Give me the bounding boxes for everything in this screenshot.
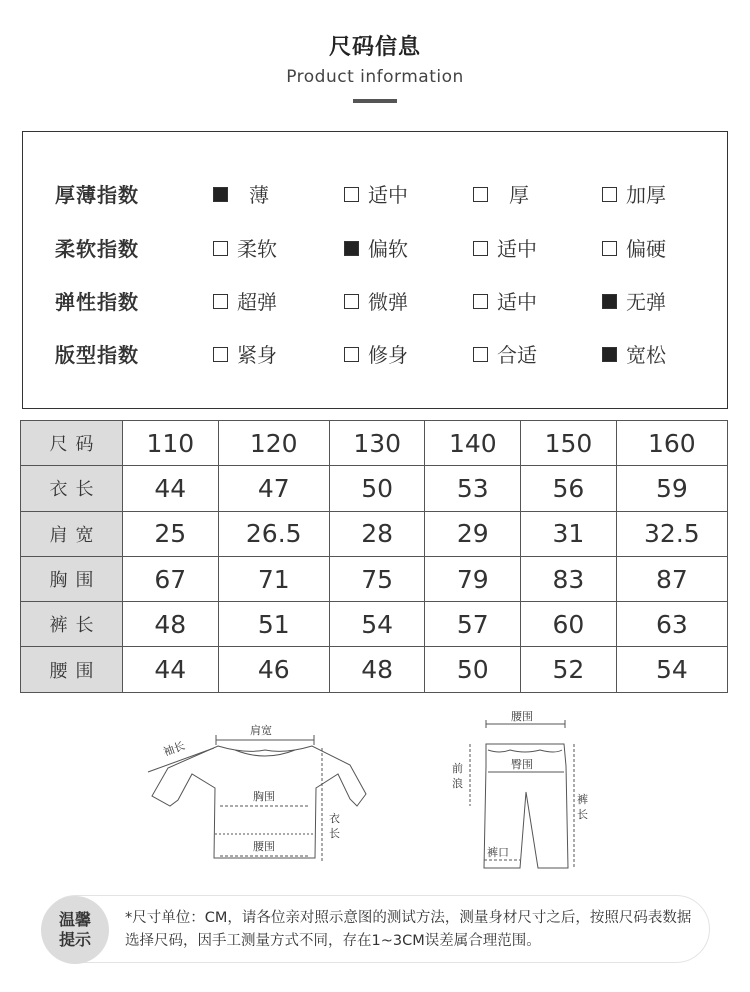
table-cell: 29 <box>425 511 521 556</box>
checkbox-icon <box>602 241 617 256</box>
table-row <box>21 466 728 511</box>
table-cell: 160 <box>616 421 727 466</box>
table-cell: 63 <box>616 602 727 647</box>
table-cell: 54 <box>329 602 425 647</box>
index-row-softness <box>23 234 727 264</box>
table-row <box>21 511 728 556</box>
section-subtitle: Product information <box>286 67 464 87</box>
table-cell: 110 <box>123 421 219 466</box>
table-cell: 71 <box>218 556 329 601</box>
table-cell: 59 <box>616 466 727 511</box>
tips-badge <box>41 896 109 964</box>
diagram-label: 臀围 <box>511 758 533 771</box>
index-option: 偏硬 <box>602 234 666 264</box>
index-option: 加厚 <box>602 180 666 210</box>
index-option: 修身 <box>344 340 408 370</box>
diagram-label: 腰围 <box>253 840 275 853</box>
index-label: 柔软指数 <box>55 237 139 261</box>
table-cell: 60 <box>521 602 617 647</box>
diagram-label: 浪 <box>452 777 463 790</box>
checked-box-icon <box>344 241 359 256</box>
diagram-label: 衣 <box>329 812 340 825</box>
table-cell: 54 <box>616 647 727 692</box>
row-header: 肩宽 <box>21 511 123 556</box>
table-row <box>21 647 728 692</box>
table-cell: 44 <box>123 647 219 692</box>
diagram-label: 袖长 <box>161 739 187 759</box>
header-divider <box>353 99 397 103</box>
tips-badge-line: 提示 <box>58 930 91 949</box>
table-cell: 53 <box>425 466 521 511</box>
table-cell: 140 <box>425 421 521 466</box>
checkbox-icon <box>473 294 488 309</box>
index-option: 适中 <box>473 287 537 317</box>
checkbox-icon <box>473 347 488 362</box>
checkbox-icon <box>344 187 359 202</box>
checkbox-icon <box>213 347 228 362</box>
index-row-thickness <box>23 180 727 210</box>
table-cell: 52 <box>521 647 617 692</box>
checked-box-icon <box>602 294 617 309</box>
index-option: 紧身 <box>213 340 277 370</box>
table-cell: 130 <box>329 421 425 466</box>
table-cell: 26.5 <box>218 511 329 556</box>
diagram-label: 前 <box>452 762 463 775</box>
checked-box-icon <box>602 347 617 362</box>
index-row-fit <box>23 340 727 370</box>
row-header: 胸围 <box>21 556 123 601</box>
index-option: 超弹 <box>213 287 277 317</box>
table-cell: 25 <box>123 511 219 556</box>
checkbox-icon <box>213 241 228 256</box>
diagram-label: 裤 <box>577 793 588 806</box>
row-header: 裤长 <box>21 602 123 647</box>
diagram-label: 肩宽 <box>250 724 272 737</box>
index-row-elasticity <box>23 287 727 317</box>
table-cell: 31 <box>521 511 617 556</box>
table-cell: 50 <box>425 647 521 692</box>
table-cell: 87 <box>616 556 727 601</box>
index-label: 弹性指数 <box>55 290 139 314</box>
table-cell: 47 <box>218 466 329 511</box>
diagram-label: 腰围 <box>511 710 533 723</box>
index-option: 柔软 <box>213 234 277 264</box>
row-header: 衣长 <box>21 466 123 511</box>
checked-box-icon <box>213 187 228 202</box>
index-option: 厚 <box>473 180 529 210</box>
table-cell: 75 <box>329 556 425 601</box>
index-option: 薄 <box>213 180 269 210</box>
tips-badge-line: 温馨 <box>58 910 91 929</box>
table-cell: 56 <box>521 466 617 511</box>
section-title: 尺码信息 <box>328 35 421 60</box>
checkbox-icon <box>344 294 359 309</box>
tips-box <box>42 895 710 963</box>
index-option: 宽松 <box>602 340 666 370</box>
pants-waistband <box>488 750 562 752</box>
table-cell: 32.5 <box>616 511 727 556</box>
section-header <box>0 30 750 103</box>
checkbox-icon <box>344 347 359 362</box>
checkbox-icon <box>473 187 488 202</box>
fabric-index-panel <box>22 131 728 409</box>
table-row <box>21 421 728 466</box>
index-option: 微弹 <box>344 287 408 317</box>
measurement-diagram <box>0 710 750 890</box>
table-cell: 51 <box>218 602 329 647</box>
table-cell: 79 <box>425 556 521 601</box>
table-cell: 44 <box>123 466 219 511</box>
index-option: 偏软 <box>344 234 408 264</box>
table-cell: 57 <box>425 602 521 647</box>
size-table <box>20 420 728 693</box>
index-option: 适中 <box>344 180 408 210</box>
table-row <box>21 556 728 601</box>
table-row <box>21 602 728 647</box>
table-cell: 67 <box>123 556 219 601</box>
diagram-label: 裤口 <box>487 846 509 859</box>
index-label: 厚薄指数 <box>55 183 139 207</box>
checkbox-icon <box>213 294 228 309</box>
diagram-label: 长 <box>329 827 340 840</box>
index-option: 合适 <box>473 340 537 370</box>
table-cell: 48 <box>329 647 425 692</box>
checkbox-icon <box>473 241 488 256</box>
checkbox-icon <box>602 187 617 202</box>
row-header: 腰围 <box>21 647 123 692</box>
index-option: 无弹 <box>602 287 666 317</box>
tips-text: *尺寸单位：CM，请各位亲对照示意图的测试方法，测量身材尺寸之后，按照尺码表数据选择尺码，因手工测量方式不同，存在1~3CM误差属合理范围。 <box>125 910 692 949</box>
table-cell: 28 <box>329 511 425 556</box>
row-header: 尺码 <box>21 421 123 466</box>
table-cell: 48 <box>123 602 219 647</box>
table-cell: 83 <box>521 556 617 601</box>
table-cell: 50 <box>329 466 425 511</box>
table-cell: 46 <box>218 647 329 692</box>
diagram-label: 长 <box>577 808 588 821</box>
table-cell: 150 <box>521 421 617 466</box>
table-cell: 120 <box>218 421 329 466</box>
diagram-label: 胸围 <box>253 790 275 803</box>
index-option: 适中 <box>473 234 537 264</box>
index-label: 版型指数 <box>55 343 139 367</box>
